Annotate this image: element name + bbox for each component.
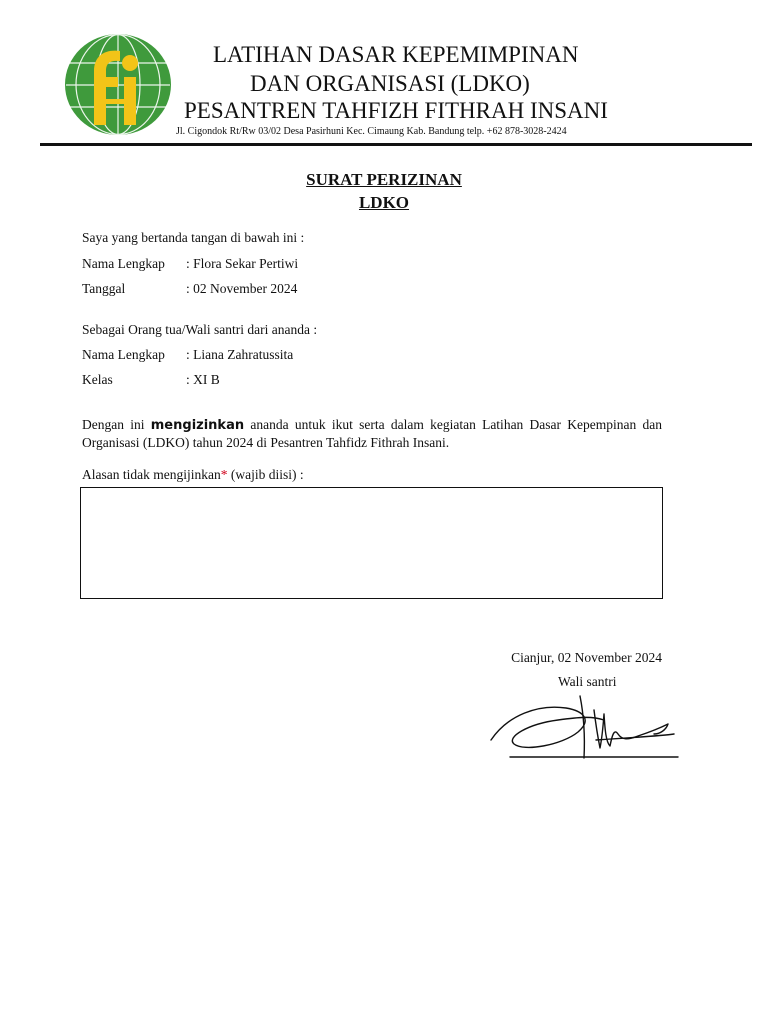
student-name-row [82, 347, 293, 363]
reason-label-suffix: (wajib diisi) : [230, 467, 304, 482]
letterhead-address: Jl. Cigondok Rt/Rw 03/02 Desa Pasirhuni Kec. Cimaung Kab. Bandung telp. +62 878-3028-2424 [176, 126, 567, 137]
signer-name-value: : Flora Sekar Pertiwi [186, 256, 299, 271]
student-class-value: : XI B [186, 372, 220, 387]
reason-label-row [82, 467, 304, 483]
consent-keyword: mengizinkan [150, 418, 245, 433]
student-class-row [82, 372, 220, 388]
letterhead-divider [40, 143, 752, 146]
signer-title: Wali santri [558, 674, 617, 689]
student-class-label: Kelas [82, 372, 113, 387]
consent-prefix: Dengan ini [82, 417, 145, 432]
student-name-value: : Liana Zahratussita [186, 347, 294, 362]
reason-textbox[interactable] [80, 487, 663, 599]
reason-label: Alasan tidak mengijinkan [82, 467, 221, 482]
school-logo [64, 33, 172, 136]
signer-date-row [82, 281, 297, 297]
letterhead-line-2: DAN ORGANISASI (LDKO) [250, 71, 530, 96]
letterhead-line-1: LATIHAN DASAR KEPEMIMPINAN [213, 42, 579, 67]
required-asterisk: * [220, 467, 228, 482]
handwritten-signature [488, 690, 680, 762]
letterhead-line-3: PESANTREN TAHFIZH FITHRAH INSANI [184, 98, 608, 123]
consent-body: ananda untuk ikut serta dalam kegiatan Latihan Dasar Kepempinan dan Organisasi (LDKO) tahun 2024 di Pesantren Tahfidz Fithrah Insani. [82, 417, 663, 450]
document-title: SURAT PERIZINAN [306, 170, 462, 189]
signer-name-label: Nama Lengkap [82, 256, 165, 271]
student-name-label: Nama Lengkap [82, 347, 165, 362]
consent-paragraph [82, 416, 662, 451]
student-intro: Sebagai Orang tua/Wali santri dari ananda : [82, 322, 318, 337]
signer-name-row [82, 256, 298, 272]
document-subtitle: LDKO [358, 193, 410, 212]
signer-intro: Saya yang bertanda tangan di bawah ini : [82, 230, 305, 245]
signer-date-value: : 02 November 2024 [186, 281, 298, 296]
signer-date-label: Tanggal [82, 281, 126, 296]
place-date: Cianjur, 02 November 2024 [511, 650, 662, 665]
